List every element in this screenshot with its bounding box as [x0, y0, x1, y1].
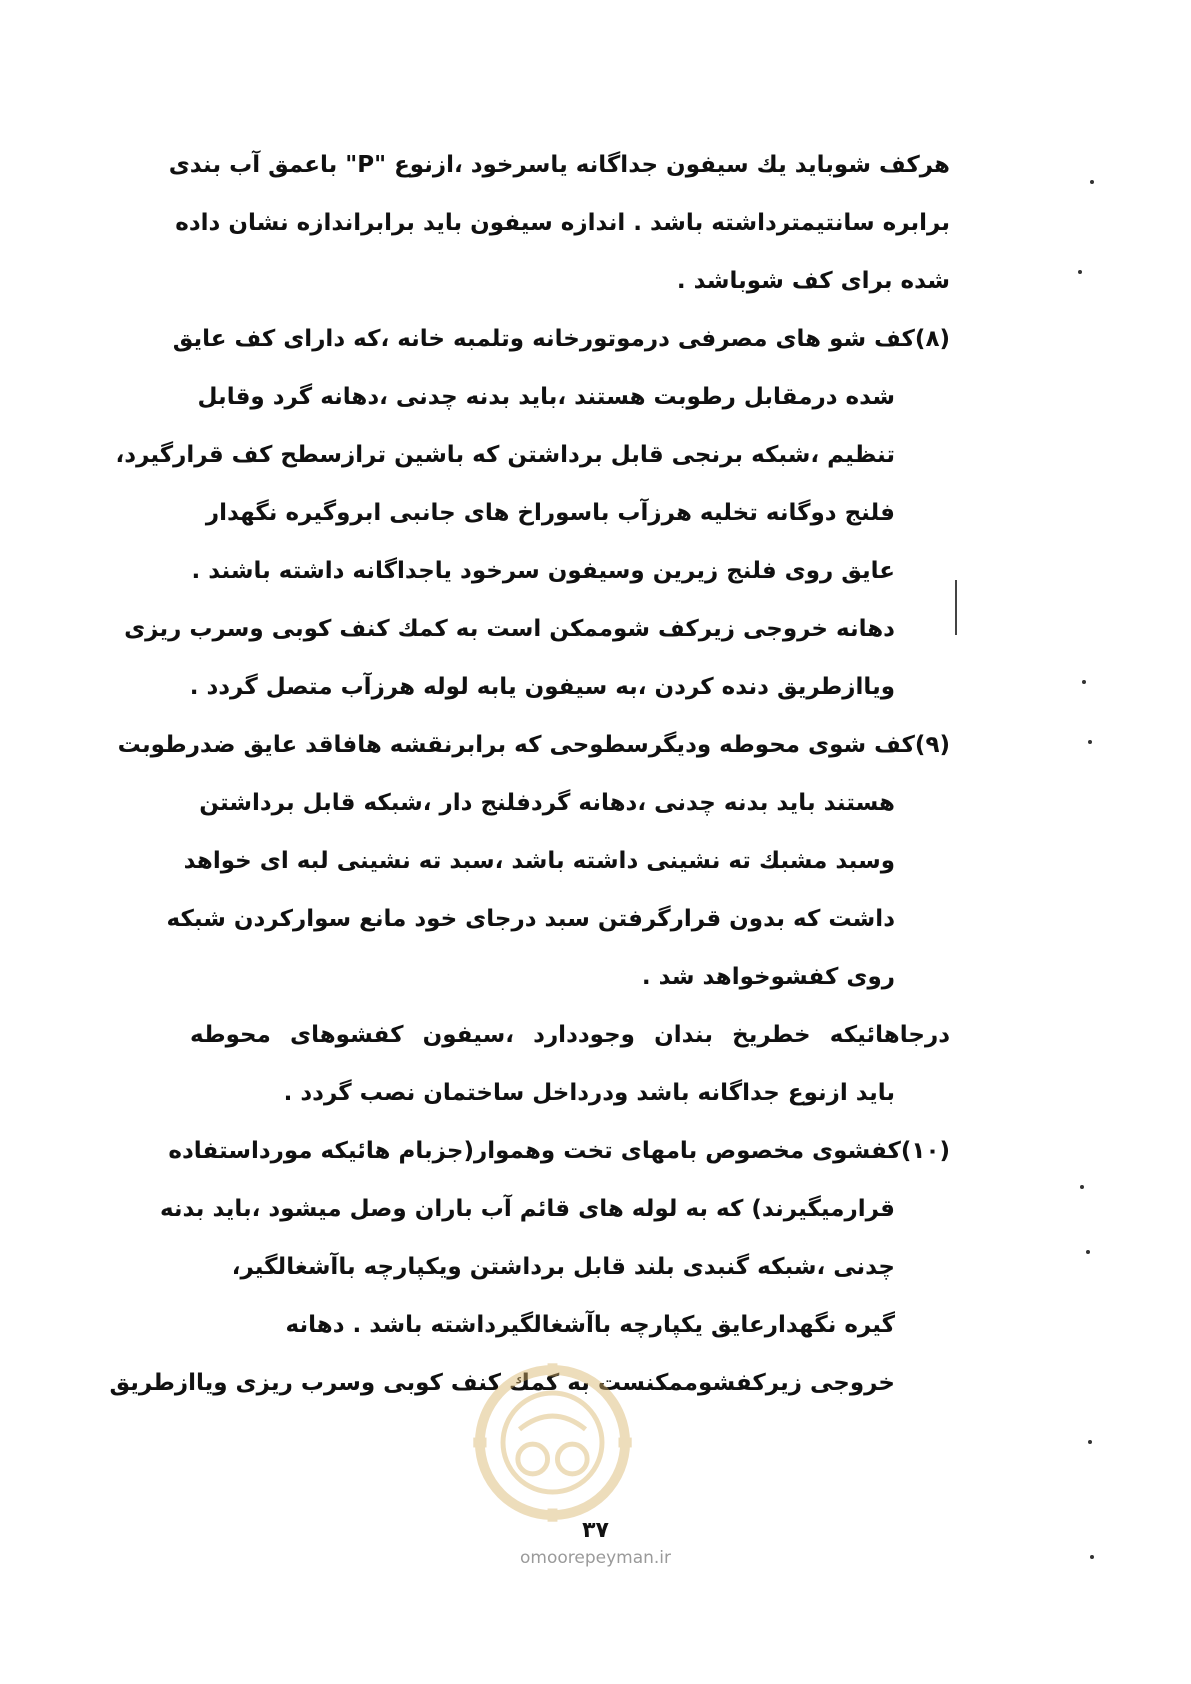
text-line: باید ازنوع جداگانه باشد ودرداخل ساختمان نصب گردد .: [283, 1080, 895, 1106]
text-line: شده برای کف شوباشد .: [676, 268, 950, 294]
page-number: ۳۷: [582, 1518, 609, 1543]
text-line: درجاهائیکه خطریخ بندان وجوددارد ،سیفون کفشوهای محوطه: [190, 1022, 950, 1048]
text-line: برابره سانتیمترداشته باشد . اندازه سیفون باید برابراندازه نشان داده: [175, 210, 950, 236]
scan-speck: [1078, 270, 1082, 274]
scan-speck: [1082, 680, 1086, 684]
text-line: داشت که بدون قرارگرفتن سبد درجای خود مانع سوارکردن شبکه: [166, 906, 895, 932]
text-line: قرارمیگیرند) که به لوله های قائم آب باران وصل میشود ،باید بدنه: [159, 1196, 895, 1222]
text-line: شده درمقابل رطوبت هستند ،باید بدنه چدنی ،دهانه گرد وقابل: [197, 384, 895, 410]
text-line: (۸)کف شو های مصرفی درموتورخانه وتلمبه خانه ،که دارای کف عایق: [172, 326, 950, 352]
text-line: هرکف شوباید یك سیفون جداگانه یاسرخود ،ازنوع "P" باعمق آب بندی: [168, 152, 950, 178]
text-line: روی کفشوخواهد شد .: [641, 964, 895, 990]
scan-speck: [1088, 1440, 1092, 1444]
text-line: گیره نگهدارعایق یکپارچه باآشغالگیرداشته باشد . دهانه: [285, 1312, 895, 1338]
text-line: (۱۰)کفشوی مخصوص بامهای تخت وهموار(جزبام هائیکه مورداستفاده: [168, 1138, 950, 1164]
scan-speck: [1086, 1250, 1090, 1254]
text-line: وسبد مشبك ته نشینی داشته باشد ،سبد ته نشینی لبه ای خواهد: [183, 848, 895, 874]
text-line: خروجی زیرکفشوممکنست به کمك کنف کوبی وسرب ریزی ویاازطریق: [109, 1370, 895, 1396]
scan-speck: [1080, 1185, 1084, 1189]
scan-speck: [1088, 740, 1092, 744]
text-line: تنظیم ،شبکه برنجی قابل برداشتن که باشین ترازسطح کف قرارگیرد،: [115, 442, 895, 468]
watermark-text: omoorepeyman.ir: [519, 1548, 672, 1568]
scan-speck: [1090, 180, 1094, 184]
scan-mark: [955, 580, 957, 635]
text-line: عایق روی فلنج زیرین وسیفون سرخود یاجداگانه داشته باشند .: [191, 558, 895, 584]
scan-speck: [1090, 1555, 1094, 1559]
text-line: دهانه خروجی زیرکف شوممکن است به کمك کنف کوبی وسرب ریزی: [124, 616, 895, 642]
watermark-seal-icon: [470, 1360, 635, 1525]
text-line: فلنج دوگانه تخلیه هرزآب باسوراخ های جانبی ابروگیره نگهدار: [205, 500, 895, 526]
text-line: چدنی ،شبکه گنبدی بلند قابل برداشتن ویکپارچه باآشغالگیر،: [231, 1254, 895, 1280]
text-line: (۹)کف شوی محوطه ودیگرسطوحی که برابرنقشه هافاقد عایق ضدرطوبت: [117, 732, 950, 758]
text-line: ویاازطریق دنده کردن ،به سیفون یابه لوله هرزآب متصل گردد .: [189, 674, 895, 700]
text-line: هستند باید بدنه چدنی ،دهانه گردفلنج دار ،شبکه قابل برداشتن: [199, 790, 895, 816]
